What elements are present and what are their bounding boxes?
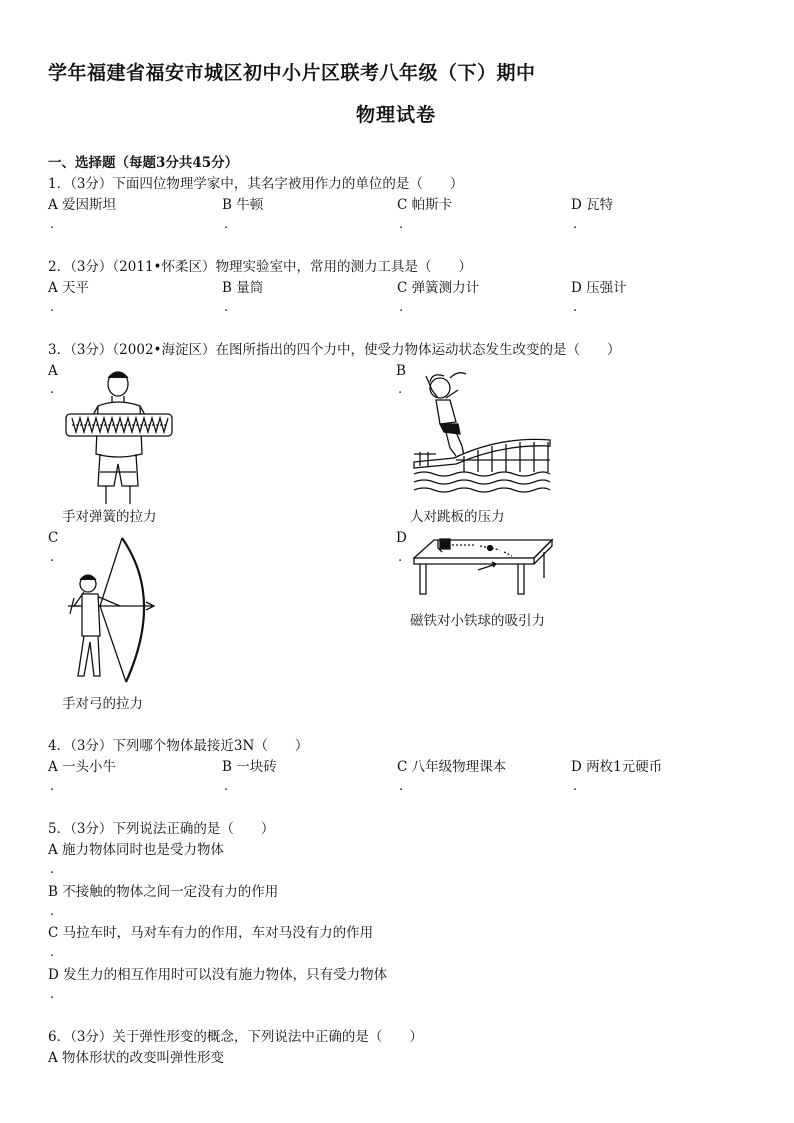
q6-option-a: A 物体形状的改变叫弹性形变 — [48, 1050, 225, 1066]
q5-option-b: B 不接触的物体之间一定没有力的作用 — [48, 884, 279, 900]
q3-stem: 3．（3分）（2002•海淀区）在图所指出的四个力中，使受力物体运动状态发生改变的是（ ） — [48, 342, 621, 358]
q1-dot: . — [224, 217, 229, 232]
q5-dot: . — [50, 904, 55, 919]
q1-option-d: D 瓦特 — [571, 197, 614, 213]
q4-option-a: A 一头小牛 — [48, 759, 117, 775]
q3-letter-a: A — [48, 363, 58, 379]
figure-archer-drawing-bow — [60, 536, 160, 684]
figure-magnet-and-ball-on-table — [410, 536, 556, 602]
q4-dot: . — [224, 779, 229, 794]
q2-dot: . — [399, 300, 404, 315]
q2-option-d: D 压强计 — [571, 280, 627, 296]
q4-option-d: D 两枚1元硬币 — [571, 759, 663, 775]
q1-dot: . — [573, 217, 578, 232]
q1-dot: . — [399, 217, 404, 232]
q5-dot: . — [50, 987, 55, 1002]
q1-option-c: C 帕斯卡 — [397, 197, 453, 213]
q3-dot: . — [398, 550, 403, 565]
section-heading: 一、选择题（每题3分共45分） — [48, 155, 239, 171]
q4-dot: . — [50, 779, 55, 794]
q1-option-b: B 牛顿 — [222, 197, 264, 213]
q4-dot: . — [573, 779, 578, 794]
q2-option-c: C 弹簧测力计 — [397, 280, 480, 296]
figure-man-stretching-spring — [62, 368, 180, 506]
q4-dot: . — [399, 779, 404, 794]
q3-dot: . — [50, 550, 55, 565]
q4-stem: 4．（3分）下列哪个物体最接近3N（ ） — [48, 738, 309, 754]
q2-dot: . — [224, 300, 229, 315]
q3-dot: . — [398, 382, 403, 397]
q5-option-c: C 马拉车时，马对车有力的作用，车对马没有力的作用 — [48, 925, 374, 941]
q5-option-a: A 施力物体同时也是受力物体 — [48, 842, 225, 858]
q3-dot: . — [50, 382, 55, 397]
q3-caption-c: 手对弓的拉力 — [62, 696, 143, 712]
q4-option-b: B 一块砖 — [222, 759, 277, 775]
q3-letter-d: D — [396, 530, 407, 546]
q3-caption-d: 磁铁对小铁球的吸引力 — [410, 613, 545, 629]
q3-letter-c: C — [48, 530, 59, 546]
q1-dot: . — [50, 217, 55, 232]
q2-dot: . — [573, 300, 578, 315]
q2-option-b: B 量筒 — [222, 280, 264, 296]
q6-stem: 6．（3分）关于弹性形变的概念，下列说法中正确的是（ ） — [48, 1029, 423, 1045]
document-subtitle: 物理试卷 — [356, 104, 437, 126]
document-title: 学年福建省福安市城区初中小片区联考八年级（下）期中 — [48, 62, 536, 84]
q5-option-d: D 发生力的相互作用时可以没有施力物体，只有受力物体 — [48, 967, 388, 983]
q2-dot: . — [50, 300, 55, 315]
q3-caption-a: 手对弹簧的拉力 — [62, 509, 157, 525]
q5-dot: . — [50, 945, 55, 960]
q2-option-a: A 天平 — [48, 280, 90, 296]
q5-dot: . — [50, 862, 55, 877]
q3-letter-b: B — [396, 363, 406, 379]
q1-option-a: A 爱因斯坦 — [48, 197, 117, 213]
q1-stem: 1．（3分）下面四位物理学家中，其名字被用作力的单位的是（ ） — [48, 176, 464, 192]
q2-stem: 2．（3分）（2011•怀柔区）物理实验室中，常用的测力工具是（ ） — [48, 259, 472, 275]
q3-caption-b: 人对跳板的压力 — [410, 509, 505, 525]
figure-diver-on-springboard — [410, 366, 552, 496]
q4-option-c: C 八年级物理课本 — [397, 759, 507, 775]
q5-stem: 5．（3分）下列说法正确的是（ ） — [48, 821, 275, 837]
